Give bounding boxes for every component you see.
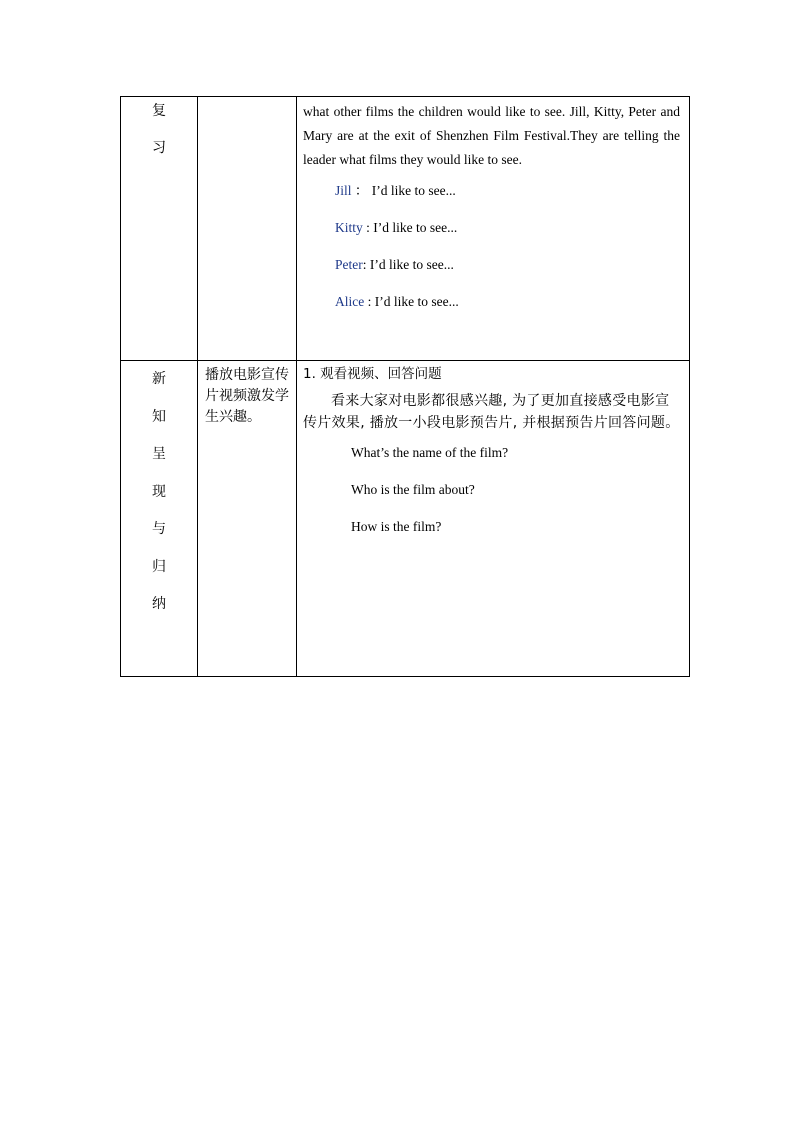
content-cell-review (297, 97, 690, 361)
stage-cell-new-knowledge (121, 361, 198, 677)
new-knowledge-row (121, 361, 690, 677)
stage-char: 新 (152, 371, 166, 387)
stage-cell-review (121, 97, 198, 361)
question-line: What’s the name of the film? (351, 445, 509, 460)
stage-char: 现 (152, 483, 166, 500)
activity-cell-review (198, 97, 297, 361)
instruction-paragraph: 看来大家对电影都很感兴趣, 为了更加直接感受电影宣传片效果, 播放一小段电影预告片, 并根据预告片回答问题。 (303, 393, 680, 431)
speaker-name: Alice (335, 294, 365, 309)
activity-cell-new-knowledge: 播放电影宣传片视频激发学生兴趣。 (198, 361, 297, 677)
dialogue-line (303, 172, 680, 209)
speaker-line: : I’d like to see... (362, 257, 454, 272)
question-line: How is the film? (351, 519, 442, 534)
stage-char: 知 (152, 408, 166, 425)
speaker-line: : I’d like to see... (362, 220, 458, 235)
speaker-name: Kitty (335, 220, 363, 235)
speaker-name: Jill (335, 183, 352, 198)
dialogue-line (303, 283, 680, 320)
stage-char: 习 (152, 140, 166, 156)
stage-char: 归 (152, 558, 166, 575)
review-row (121, 97, 690, 361)
dialogue-line (303, 209, 680, 246)
lesson-plan-table (120, 96, 690, 677)
dialogue-line (303, 246, 680, 283)
question-line: Who is the film about? (351, 482, 475, 497)
section-heading: 1. 观看视频、回答问题 (303, 366, 442, 382)
speaker-name: Peter (335, 257, 363, 272)
content-cell-new-knowledge (297, 361, 690, 677)
stage-char: 纳 (152, 596, 166, 612)
speaker-line: ： I’d like to see... (351, 183, 456, 198)
speaker-line: : I’d like to see... (364, 294, 459, 309)
stage-char: 与 (152, 521, 166, 537)
intro-text: what other films the children would like to see. Jill, Kitty, Peter and Mary are at the exit of Shenzhen Film Festival.They are telling the leader what films they would like to see. (303, 104, 680, 167)
stage-char: 呈 (152, 446, 166, 462)
stage-char: 复 (152, 103, 166, 119)
